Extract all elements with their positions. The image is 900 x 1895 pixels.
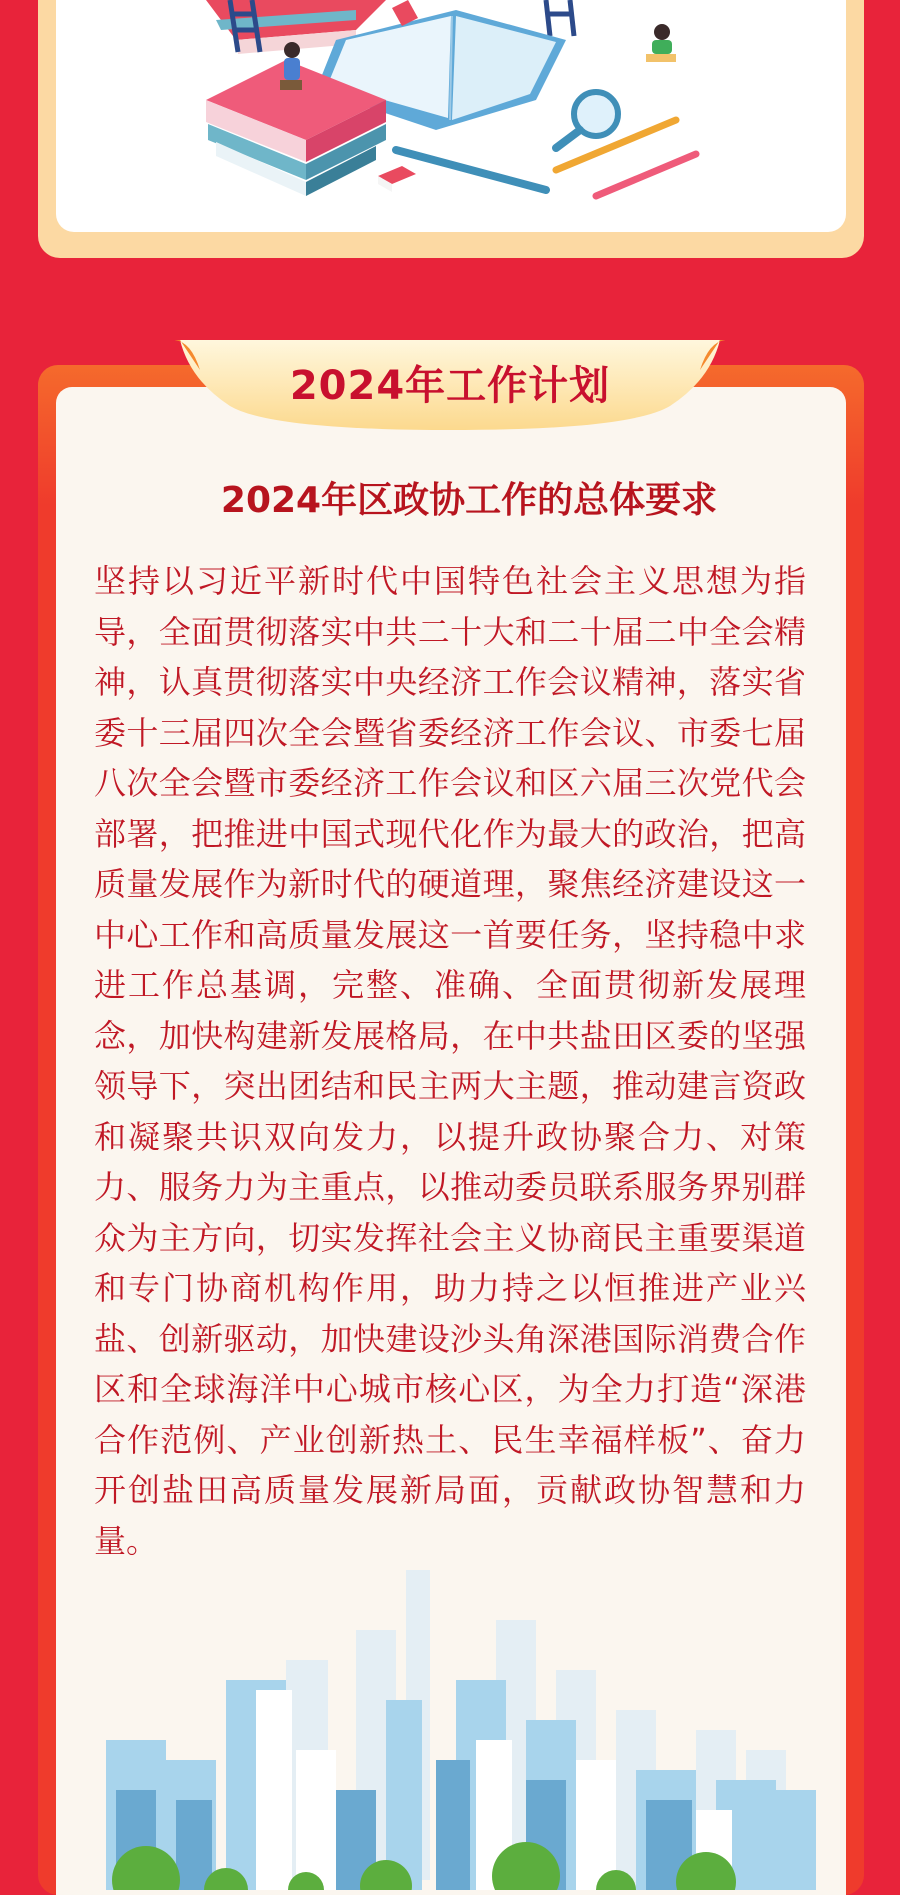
- city-skyline-illustration: [56, 1560, 846, 1894]
- section-title-banner: [170, 340, 730, 432]
- magnifier-icon: [556, 92, 618, 148]
- top-illustration-card: [38, 0, 864, 258]
- subtitle-heading: 2024年区政协工作的总体要求: [220, 480, 718, 521]
- eraser-icon: [378, 166, 416, 192]
- section-title: 2024年工作计划: [289, 363, 611, 409]
- pencil-icon: [396, 120, 696, 196]
- body-paragraph: 坚持以习近平新时代中国特色社会主义思想为指导，全面贯彻落实中共二十大和二十届二中全会精神，认真贯彻落实中央经济工作会议精神，落实省委十三届四次全会暨省委经济工作会议、市委七届八次全会暨市委经济工作会议和区六届三次党代会部署，把推进中国式现代化作为最大的政治，把高质量发展作为新时代的硬道理，聚焦经济建设这一中心工作和高质量发展这一首要任务，坚持稳中求进工作总基调，完整、准确、全面贯彻新发展理念，加快构建新发展格局，在中共盐田区委的坚强领导下，突出团结和民主两大主题，推动建言资政和凝聚共识双向发力，以提升政协聚合力、对策力、服务力为主重点，以推动委员联系服务界别群众为主方向，切实发挥社会主义协商民主重要渠道和专门协商机构作用，助力持之以恒推进产业兴盐、创新驱动，加快建设沙头角深港国际消费合作区和全球海洋中心城市核心区，为全力打造“深港合作范例、产业创新热土、民生幸福样板”、奋力开创盐田高质量发展新局面，贡献政协智慧和力量。: [94, 562, 806, 1560]
- books-illustration: [56, 0, 846, 232]
